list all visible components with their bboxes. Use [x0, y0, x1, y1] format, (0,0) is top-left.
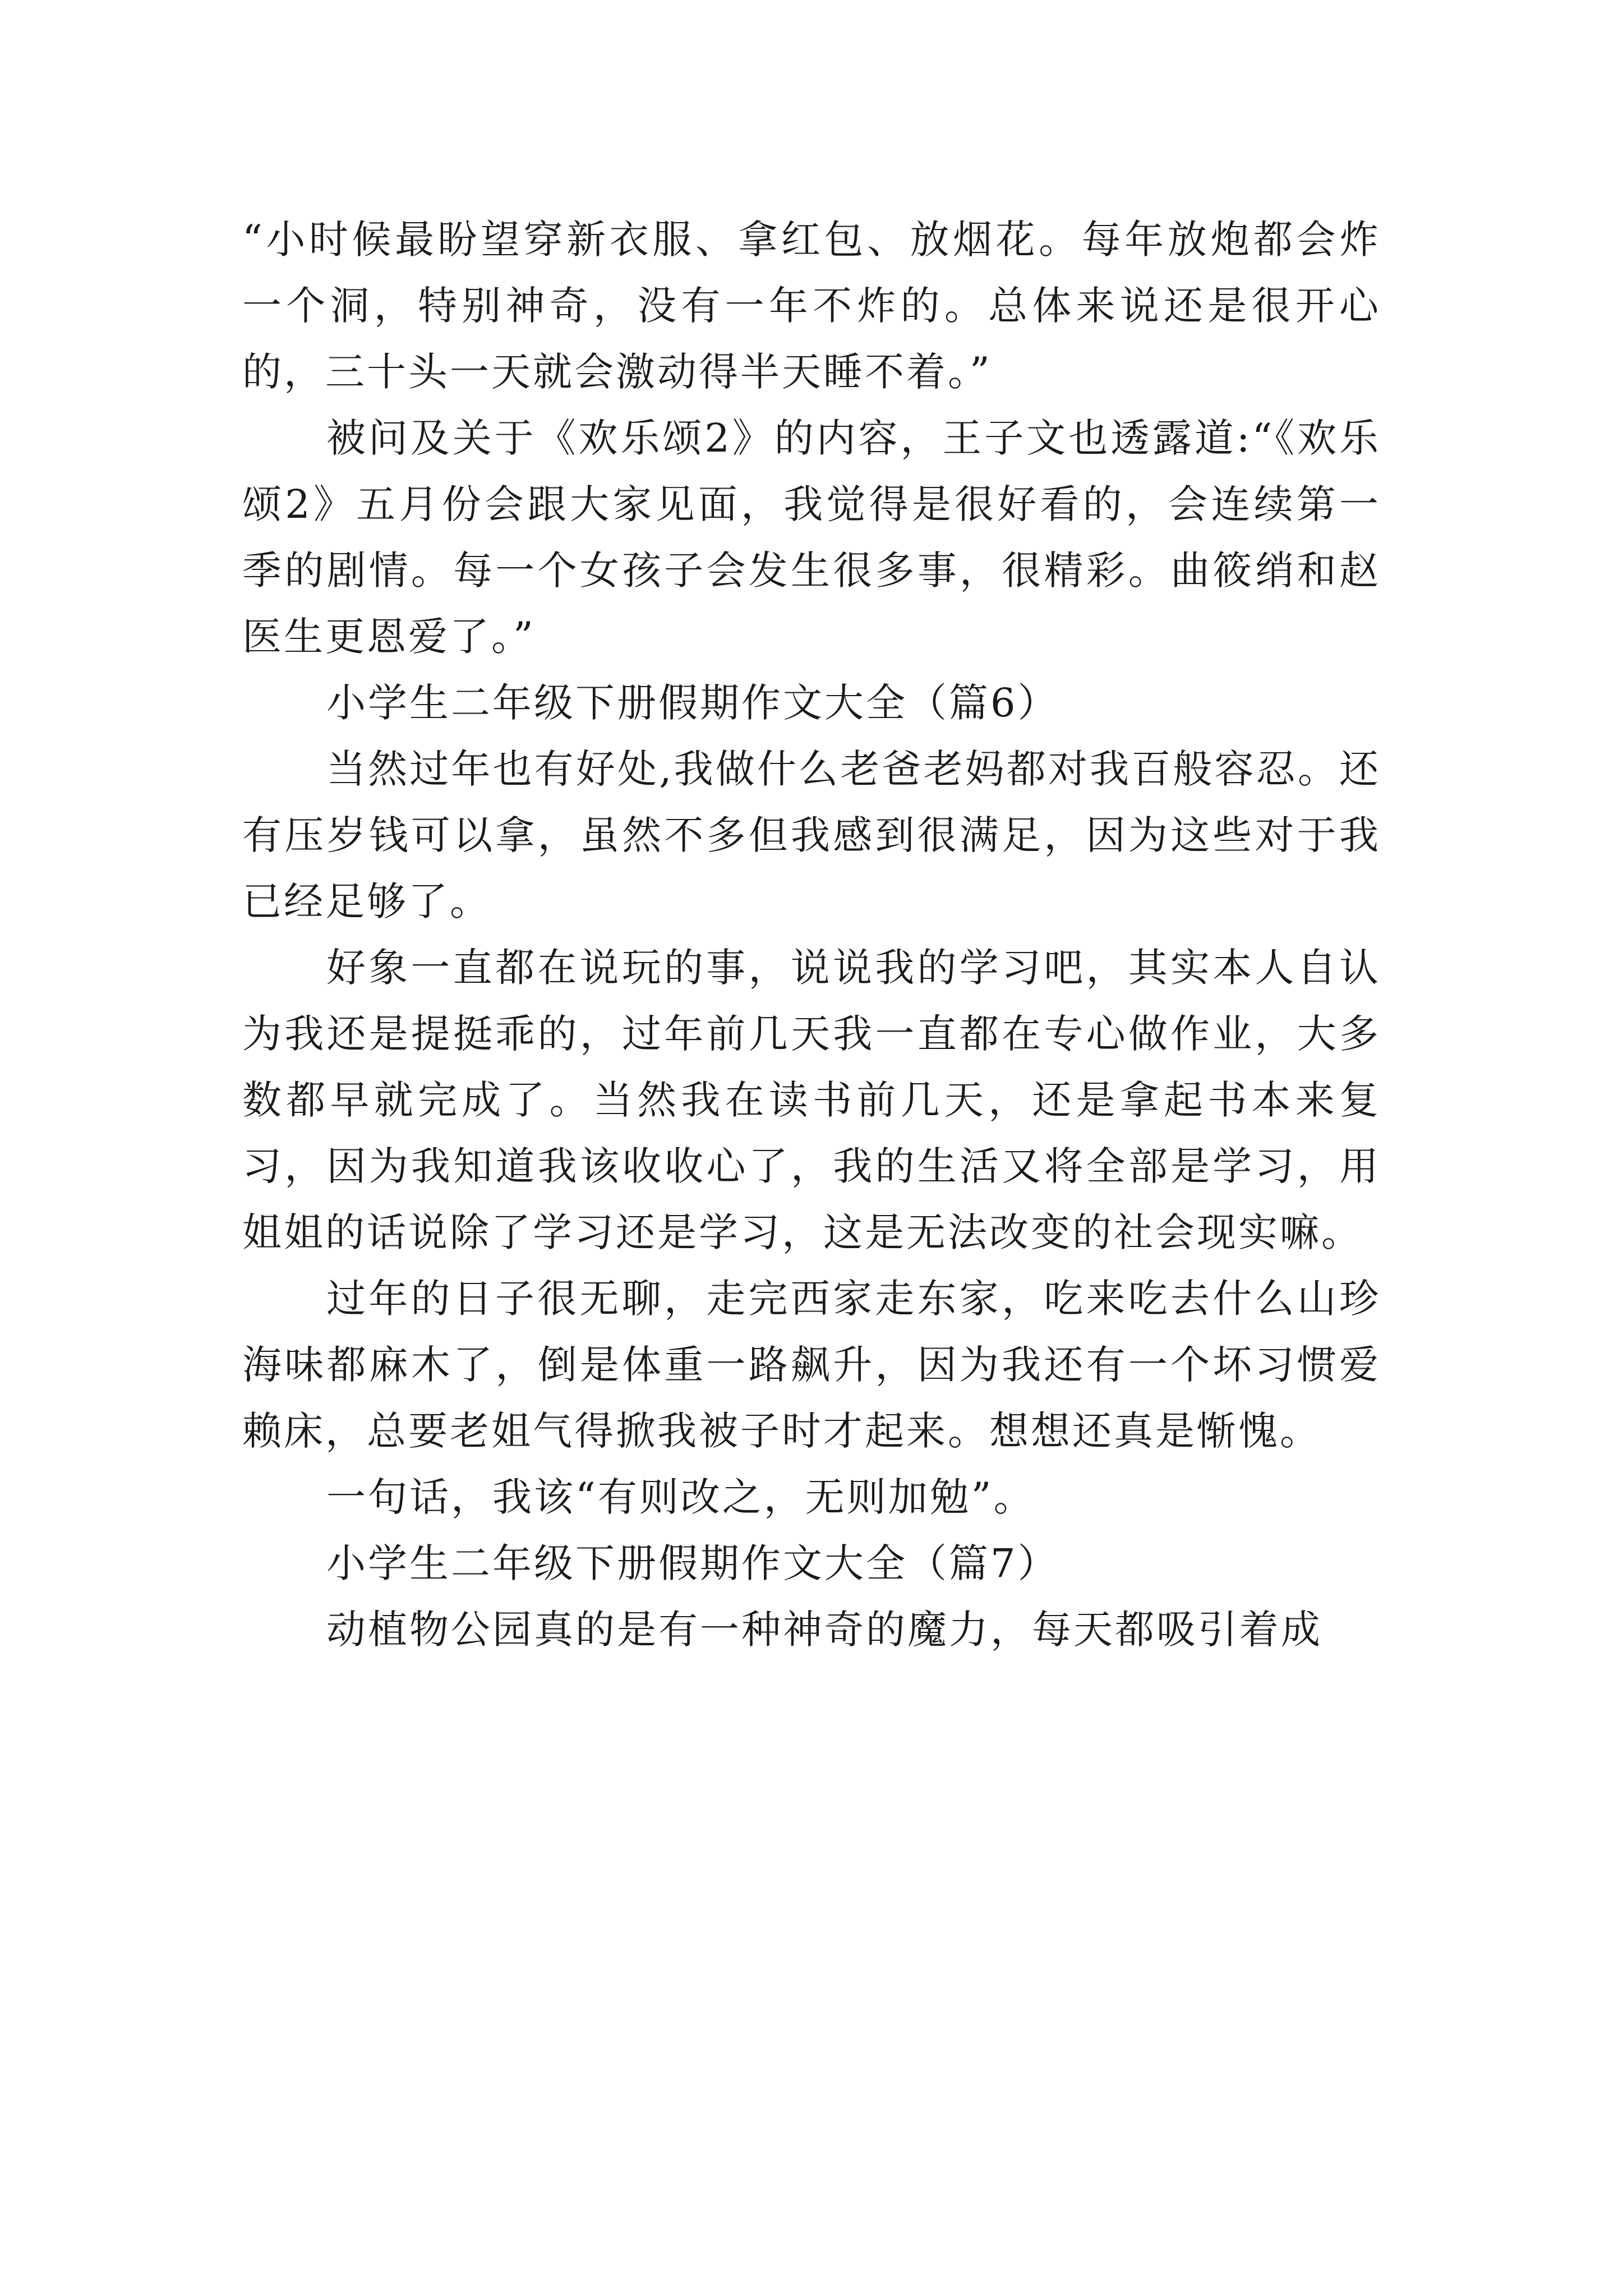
paragraph-7: 动植物公园真的是有一种神奇的魔力，每天都吸引着成 — [326, 1607, 1322, 1653]
paragraph-3: 当然过年也有好处,我做什么老爸老妈都对我百般容忍。还有压岁钱可以拿，虽然不多但我感到很满足，因为这些对于我已经足够了。 — [242, 746, 1381, 924]
document-body — [242, 206, 1381, 1663]
paragraph-6: 一句话，我该“有则改之，无则加勉”。 — [326, 1474, 1035, 1520]
paragraph-4: 好象一直都在说玩的事，说说我的学习吧，其实本人自认为我还是提挺乖的，过年前几天我一直都在专心做作业，大多数都早就完成了。当然我在读书前几天，还是拿起书本来复习，因为我知道我该收收心了，我的生活又将全部是学习，用姐姐的话说除了学习还是学习，这是无法改变的社会现实嘛。 — [242, 945, 1381, 1255]
paragraph-1: “小时候最盼望穿新衣服、拿红包、放烟花。每年放炮都会炸一个洞，特别神奇，没有一年不炸的。总体来说还是很开心的，三十头一天就会激动得半天睡不着。” — [242, 217, 1381, 395]
section-heading-6: 小学生二年级下册假期作文大全（篇6） — [326, 680, 1059, 726]
paragraph-5: 过年的日子很无聊，走完西家走东家，吃来吃去什么山珍海味都麻木了，倒是体重一路飙升，因为我还有一个坏习惯爱赖床，总要老姐气得掀我被子时才起来。想想还真是惭愧。 — [242, 1276, 1381, 1454]
paragraph-2: 被问及关于《欢乐颂2》的内容，王子文也透露道:“《欢乐颂2》五月份会跟大家见面，我觉得是很好看的，会连续第一季的剧情。每一个女孩子会发生很多事，很精彩。曲筱绡和赵医生更恩爱了。” — [242, 415, 1381, 660]
section-heading-7: 小学生二年级下册假期作文大全（篇7） — [326, 1540, 1059, 1586]
